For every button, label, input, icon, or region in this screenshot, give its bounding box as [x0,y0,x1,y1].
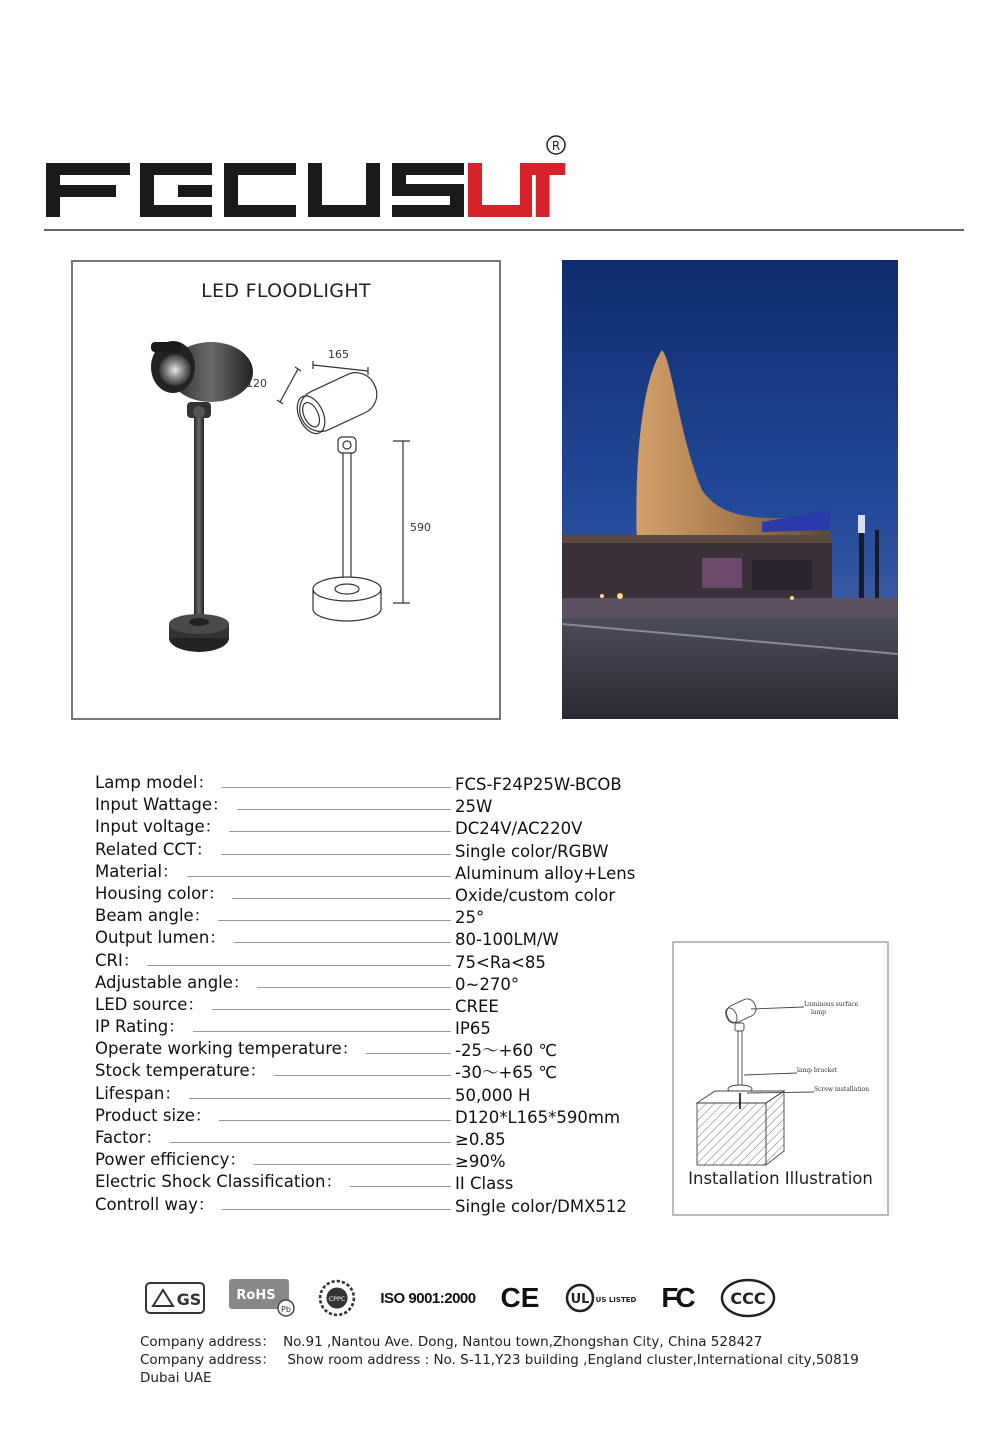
dim-120-label: 120 [246,377,267,390]
footer-addresses [140,1333,900,1387]
ce-certification-logo: CE [500,1282,540,1313]
spec-value: 25W [455,797,493,817]
spec-label: Adjustable angle： [95,972,253,994]
logo-focus-part [46,163,464,217]
spec-list [95,772,655,1216]
spec-value: D120*L165*590mm [455,1107,621,1127]
spec-label: Lifespan： [95,1083,185,1105]
spec-row [95,1060,655,1082]
spec-value: CREE [455,996,499,1016]
spec-row [95,1149,655,1171]
spec-row [95,1038,655,1060]
spec-leader-line [212,1009,451,1010]
spec-value: 25° [455,908,485,928]
svg-text:CPPC: CPPC [328,1296,346,1304]
spec-label: Product size： [95,1105,215,1127]
application-scene-photo [562,260,898,719]
install-label-lamp: lamp [811,1009,827,1016]
svg-text:UL: UL [570,1292,590,1307]
installation-panel [672,941,889,1216]
install-label-screw: Screw installation [814,1086,870,1093]
spec-label: Electric Shock Classification： [95,1171,346,1193]
spec-row [95,950,655,972]
certification-logos [140,1276,880,1320]
dim-165-label: 165 [328,348,349,361]
spec-label: Operate working temperature： [95,1038,362,1060]
spec-label: Output lumen： [95,927,230,949]
spec-row [95,1171,655,1193]
spec-value: Oxide/custom color [455,885,616,905]
spec-label: Housing color： [95,883,228,905]
spec-row [95,927,655,949]
spec-value: II Class [455,1174,514,1194]
address-label: Company address： [140,1352,276,1368]
ul-certification-logo [560,1276,640,1320]
spec-leader-line [237,809,451,810]
spec-value: DC24V/AC220V [455,819,583,839]
spec-value: ≥90% [455,1152,506,1172]
spec-row [95,972,655,994]
spec-label: IP Rating： [95,1016,189,1038]
svg-text:CCC: CCC [730,1289,766,1308]
spec-row [95,772,655,794]
svg-text:GS: GS [176,1290,202,1309]
ccc-certification-logo [720,1276,776,1320]
spec-row [95,794,655,816]
spec-leader-line [147,965,451,966]
spec-leader-line [193,1031,451,1032]
address-text: Show room address : No. S-11,Y23 building ,England cluster,International city,50819 Dubai UAE [140,1352,859,1386]
spec-row [95,1105,655,1127]
spec-leader-line [274,1075,451,1076]
spec-row [95,1083,655,1105]
spec-label: Power efficiency： [95,1149,250,1171]
spec-value: 75<Ra<85 [455,952,546,972]
spec-label: Beam angle： [95,905,214,927]
spec-label: Controll way： [95,1194,218,1216]
spec-row [95,1016,655,1038]
spec-value: 80-100LM/W [455,930,559,950]
svg-text:US LISTED: US LISTED [595,1296,637,1304]
spec-row [95,883,655,905]
installation-caption: Installation Illustration [688,1169,873,1188]
svg-text:RoHS: RoHS [236,1288,276,1303]
spec-value: Single color/RGBW [455,841,609,861]
registered-mark [547,136,565,154]
spec-row [95,1127,655,1149]
spec-label: Lamp model： [95,772,218,794]
address-label: Company address： [140,1334,276,1350]
spec-leader-line [219,1120,451,1121]
spec-value: FCS-F24P25W-BCOB [455,775,622,794]
spec-label: LED source： [95,994,208,1016]
spec-leader-line [232,898,451,899]
spec-label: CRI： [95,950,143,972]
spec-value: IP65 [455,1019,491,1039]
dim-590-label: 590 [410,521,431,534]
spec-row [95,905,655,927]
spec-row [95,994,655,1016]
svg-text:Pb: Pb [281,1305,291,1314]
address-line-1 [140,1333,900,1351]
install-label-bracket: lamp bracket [797,1067,838,1074]
spec-value: 50,000 H [455,1085,531,1105]
spec-leader-line [257,987,451,988]
iso-9001-certification-logo: ISO 9001:2000 [380,1289,476,1307]
spec-label: Factor： [95,1127,166,1149]
cppc-certification-logo [318,1276,356,1320]
spec-leader-line [222,787,451,788]
install-label-luminous: Luminous surface [804,1001,859,1008]
spec-label: Input voltage： [95,816,225,838]
spec-value: Aluminum alloy+Lens [455,863,636,883]
focuslite-logo [44,135,584,225]
spec-leader-line [189,1098,451,1099]
spec-label: Related CCT： [95,839,217,861]
spec-leader-line [254,1164,451,1165]
spec-leader-line [187,876,451,877]
product-panel [71,260,501,720]
spec-label: Stock temperature： [95,1060,270,1082]
spec-leader-line [218,920,451,921]
spec-value: -25～+60 ℃ [455,1041,558,1061]
spec-leader-line [234,942,451,943]
spec-leader-line [170,1142,451,1143]
spec-value: Single color/DMX512 [455,1196,627,1216]
spec-leader-line [350,1186,451,1187]
spec-row [95,1194,655,1216]
product-title: LED FLOODLIGHT [201,280,371,302]
header-divider [44,229,964,231]
spec-leader-line [229,831,451,832]
dimension-drawing [246,348,458,637]
installation-drawing [689,993,874,1168]
address-text: No.91 ,Nantou Ave. Dong, Nantou town,Zhongshan City, China 528427 [283,1334,763,1350]
fcc-certification-logo: FC [661,1282,693,1313]
spec-value: 0~270° [455,974,520,994]
address-line-2 [140,1351,900,1387]
spec-value: -30～+65 ℃ [455,1063,558,1083]
spec-row [95,839,655,861]
spec-leader-line [222,1209,451,1210]
svg-text:R: R [551,139,561,153]
gs-certification-logo [145,1276,205,1320]
spec-leader-line [221,854,451,855]
spec-row [95,861,655,883]
spec-label: Input Wattage： [95,794,233,816]
spec-value: ≥0.85 [455,1130,506,1149]
spec-label: Material： [95,861,183,883]
spec-row [95,816,655,838]
rohs-certification-logo [228,1276,296,1320]
spec-leader-line [366,1053,451,1054]
